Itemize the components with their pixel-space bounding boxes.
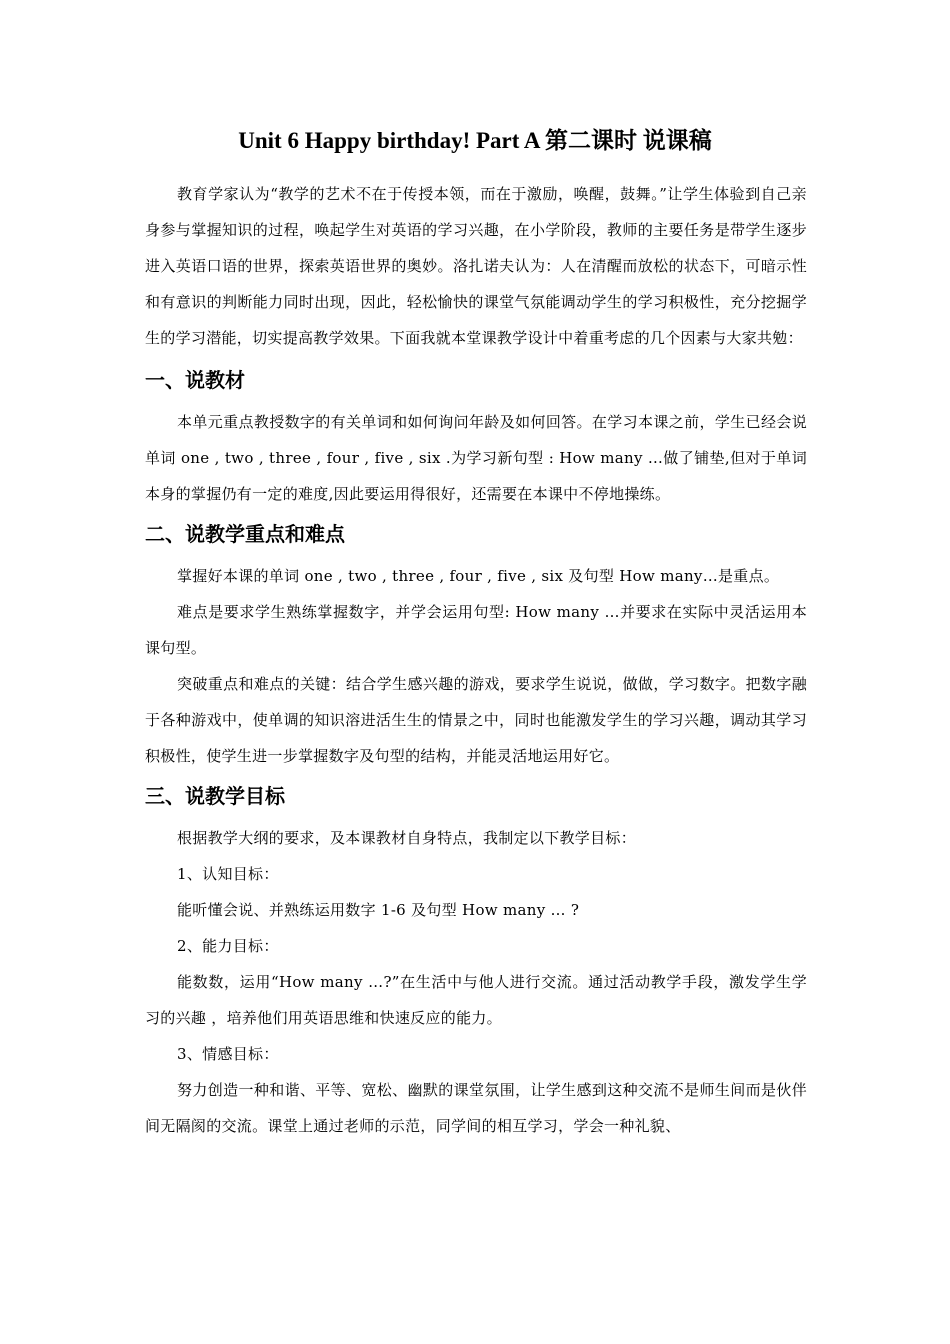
document-title: Unit 6 Happy birthday! Part A 第二课时 说课稿	[238, 128, 712, 153]
paragraph: 根据教学大纲的要求，及本课教材自身特点，我制定以下教学目标：	[177, 829, 637, 847]
paragraph: 能数数，运用“How many …?”在生活中与他人进行交流。通过活动教学手段，激发学生学习的兴趣 ，培养他们用英语思维和快速反应的能力。	[145, 973, 807, 1027]
section-heading-textbook: 一、说教材	[145, 368, 245, 392]
objective-label: 3、情感目标：	[177, 1045, 279, 1063]
paragraph: 能听懂会说、并熟练运用数字 1-6 及句型 How many … ?	[177, 901, 580, 919]
paragraph: 本单元重点教授数字的有关单词和如何询问年龄及如何回答。在学习本课之前，学生已经会说单词 one , two , three , four , five , six .为学习新句型 : How many …做了铺垫,但对于单词本身的掌握仍有一定的难度,因此要运用得很好，还需要在本课中不停地操练。	[145, 413, 807, 503]
paragraph: 努力创造一种和谐、平等、宽松、幽默的课堂氛围，让学生感到这种交流不是师生间而是伙伴间无隔阂的交流。课堂上通过老师的示范，同学间的相互学习，学会一种礼貌、	[145, 1081, 807, 1135]
objective-label: 1、认知目标：	[177, 865, 279, 883]
paragraph: 突破重点和难点的关键：结合学生感兴趣的游戏，要求学生说说，做做，学习数字。把数字融于各种游戏中，使单调的知识溶进活生生的情景之中，同时也能激发学生的学习兴趣，调动其学习积极性，使学生进一步掌握数字及句型的结构，并能灵活地运用好它。	[145, 675, 807, 765]
section-heading-objectives: 三、说教学目标	[145, 784, 285, 808]
document-body	[145, 176, 807, 1144]
intro-paragraph: 教育学家认为“教学的艺术不在于传授本领，而在于激励，唤醒，鼓舞。”让学生体验到自己亲身参与掌握知识的过程，唤起学生对英语的学习兴趣，在小学阶段，教师的主要任务是带学生逐步进入英语口语的世界，探索英语世界的奥妙。洛扎诺夫认为：人在清醒而放松的状态下，可暗示性和有意识的判断能力同时出现，因此，轻松愉快的课堂气氛能调动学生的学习积极性，充分挖掘学生的学习潜能，切实提高教学效果。下面我就本堂课教学设计中着重考虑的几个因素与大家共勉：	[145, 185, 807, 347]
section-heading-key-points: 二、说教学重点和难点	[145, 522, 345, 546]
paragraph: 掌握好本课的单词 one , two , three , four , five , six 及句型 How many…是重点。	[177, 567, 780, 585]
paragraph: 难点是要求学生熟练掌握数字，并学会运用句型: How many …并要求在实际中灵活运用本课句型。	[145, 603, 807, 657]
objective-label: 2、能力目标：	[177, 937, 279, 955]
